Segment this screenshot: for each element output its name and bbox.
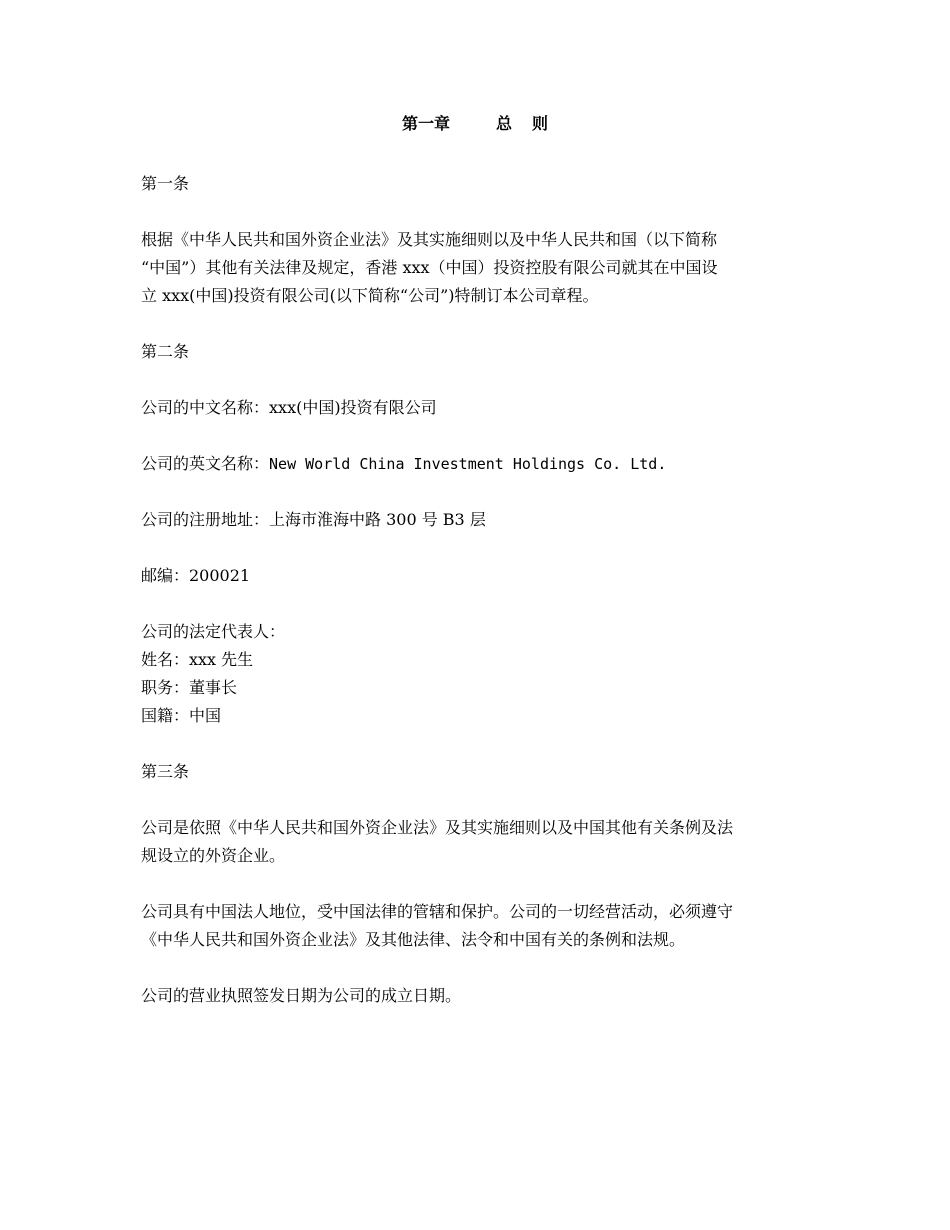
representative-name: 姓名：xxx 先生	[141, 650, 254, 669]
chapter-title	[0, 112, 950, 136]
paragraph-line: 公司是依照《中华人民共和国外资企业法》及其实施细则以及中国其他有关条例及法	[141, 818, 734, 837]
article-3-heading: 第三条	[141, 762, 190, 781]
paragraph-line: 立 xxx(中国)投资有限公司(以下简称“公司”)特制订本公司章程。	[141, 286, 599, 305]
registered-address: 公司的注册地址：上海市淮海中路 300 号 B3 层	[141, 510, 486, 529]
article-2-heading: 第二条	[141, 342, 190, 361]
article-3-paragraph-3: 公司的营业执照签发日期为公司的成立日期。	[141, 986, 462, 1005]
paragraph-line: 根据《中华人民共和国外资企业法》及其实施细则以及中华人民共和国（以下简称	[141, 230, 718, 249]
english-name-line	[141, 450, 813, 478]
article-3-paragraph-1	[141, 814, 813, 870]
chinese-name-value: xxx(中国)投资有限公司	[269, 398, 437, 417]
paragraph-line: 规设立的外资企业。	[141, 846, 286, 865]
representative-nationality: 国籍：中国	[141, 706, 222, 725]
chapter-title-char-2: 则	[532, 114, 549, 133]
postcode: 邮编：200021	[141, 566, 251, 585]
english-name-label: 公司的英文名称：	[141, 454, 270, 473]
representative-position: 职务：董事长	[141, 678, 238, 697]
legal-representative-heading: 公司的法定代表人：	[141, 622, 286, 641]
english-name-value: New World China Investment Holdings Co. Ltd.	[269, 455, 667, 473]
paragraph-line: 公司具有中国法人地位，受中国法律的管辖和保护。公司的一切经营活动，必须遵守	[141, 902, 734, 921]
document-body	[141, 170, 813, 1010]
chapter-title-char-1: 总	[495, 114, 512, 133]
chapter-number: 第一章	[401, 114, 450, 133]
paragraph-line: 《中华人民共和国外资企业法》及其他法律、法令和中国有关的条例和法规。	[141, 930, 686, 949]
article-1-paragraph	[141, 226, 813, 310]
article-3-paragraph-2	[141, 898, 813, 954]
chinese-name-line	[141, 394, 813, 422]
chinese-name-label: 公司的中文名称：	[141, 398, 270, 417]
paragraph-line: “中国”）其他有关法律及规定，香港 xxx（中国）投资控股有限公司就其在中国设	[141, 258, 718, 277]
article-1-heading: 第一条	[141, 174, 190, 193]
